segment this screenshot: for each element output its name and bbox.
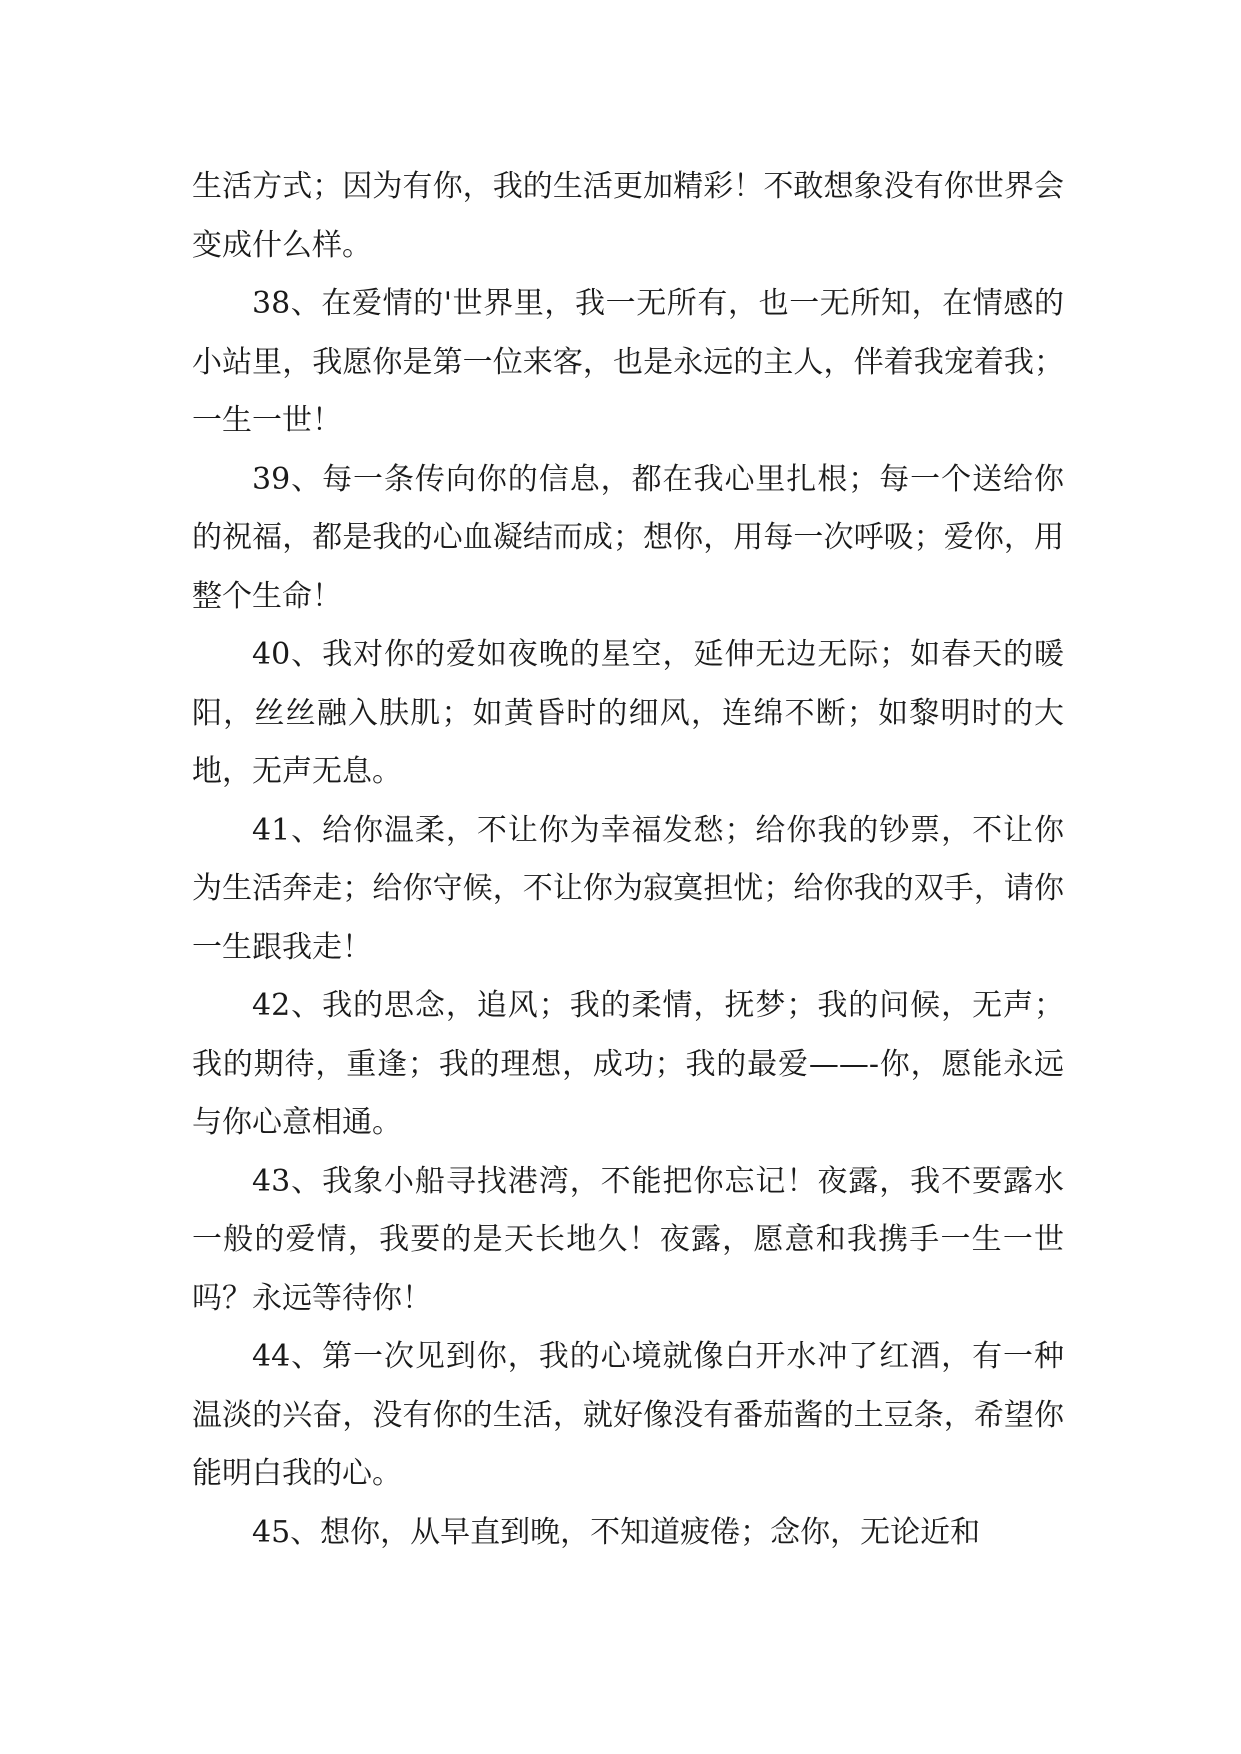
document-body (192, 158, 1064, 1562)
paragraph-45: 45、想你，从早直到晚，不知道疲倦；念你，无论近和 (252, 1514, 981, 1550)
paragraph-44: 44、第一次见到你，我的心境就像白开水冲了红酒，有一种温淡的兴奋，没有你的生活，就好像没有番茄酱的土豆条，希望你能明白我的心。 (192, 1339, 1064, 1491)
paragraph-39: 39、每一条传向你的信息，都在我心里扎根；每一个送给你的祝福，都是我的心血凝结而成；想你，用每一次呼吸；爱你，用整个生命！ (192, 461, 1064, 614)
paragraph-40: 40、我对你的爱如夜晚的星空，延伸无边无际；如春天的暖阳，丝丝融入肤肌；如黄昏时的细风，连绵不断；如黎明时的大地，无声无息。 (192, 637, 1064, 789)
paragraph-43: 43、我象小船寻找港湾，不能把你忘记！夜露，我不要露水一般的爱情，我要的是天长地久！夜露，愿意和我携手一生一世吗？永远等待你！ (192, 1163, 1064, 1316)
paragraph-41: 41、给你温柔，不让你为幸福发愁；给你我的钞票，不让你为生活奔走；给你守候，不让你为寂寞担忧；给你我的双手，请你一生跟我走！ (192, 812, 1064, 965)
paragraph-42: 42、我的思念，追风；我的柔情，抚梦；我的问候，无声；我的期待，重逢；我的理想，成功；我的最爱——-你，愿能永远与你心意相通。 (192, 988, 1064, 1140)
paragraph-continuation: 生活方式；因为有你，我的生活更加精彩！不敢想象没有你世界会变成什么样。 (192, 169, 1064, 263)
paragraph-38: 38、在爱情的'世界里，我一无所有，也一无所知，在情感的小站里，我愿你是第一位来客，也是永远的主人，伴着我宠着我；一生一世！ (192, 286, 1064, 438)
